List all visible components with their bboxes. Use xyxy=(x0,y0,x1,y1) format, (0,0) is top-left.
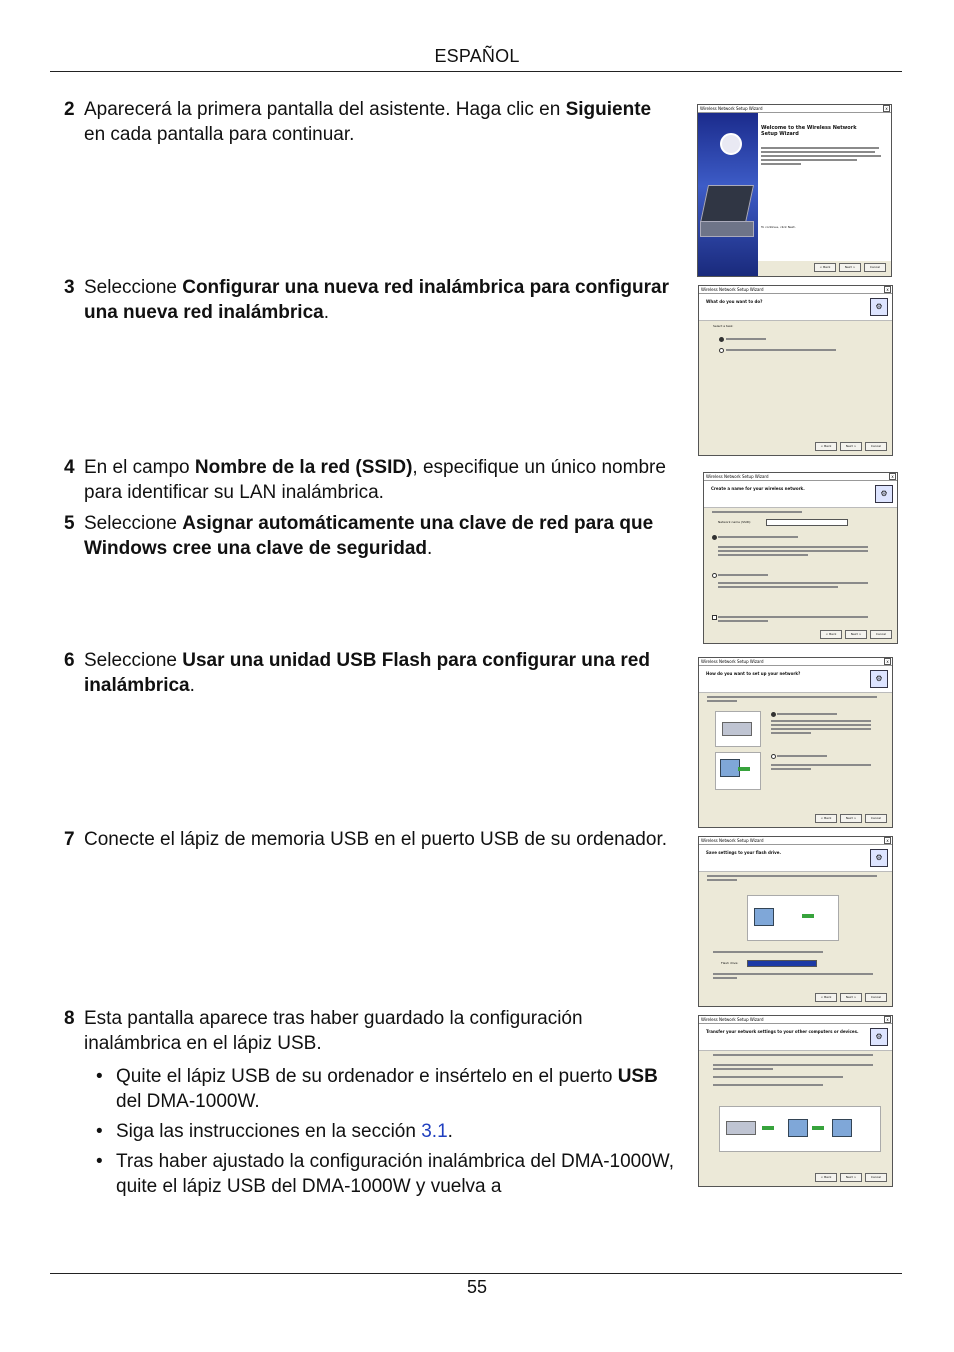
wizard-text-line xyxy=(713,973,873,975)
close-icon[interactable]: x xyxy=(884,837,891,844)
wizard-text-line xyxy=(718,586,838,588)
bullet-text: Tras haber ajustado la configuración inalámbrica del DMA-1000W, quite el lápiz USB del DMA-1000W y vuelva a xyxy=(116,1151,674,1197)
laptop-icon xyxy=(700,185,754,223)
step-text-part: En el campo xyxy=(84,457,195,478)
step-text-part: Esta pantalla aparece tras haber guardado la configuración inalámbrica en el lápiz USB. xyxy=(84,1008,583,1054)
option-label-line xyxy=(718,620,768,622)
wizard-buttons xyxy=(815,442,887,451)
step-text xyxy=(84,1006,674,1199)
step-bold-text: Configurar una nueva red inalámbrica para configurar una nueva red inalámbrica xyxy=(84,277,669,323)
close-icon[interactable]: x xyxy=(883,105,890,112)
wizard-text-line xyxy=(713,951,823,953)
wizard-header xyxy=(699,1024,892,1051)
wizard-text-line xyxy=(771,728,871,730)
wizard-footer-text: To continue, click Next. xyxy=(761,225,796,229)
step-text xyxy=(84,455,674,505)
manual-option-image xyxy=(715,752,761,790)
wizard-window-title: Wireless Network Setup Wizard xyxy=(701,838,764,843)
wizard-buttons xyxy=(815,814,887,823)
option-label-line xyxy=(726,338,766,340)
wizard-text-line xyxy=(713,1084,823,1086)
option-radio-selected[interactable] xyxy=(719,337,724,342)
step-number: 8 xyxy=(64,1008,75,1029)
wizard-titlebar xyxy=(699,286,892,294)
step-bold-text: Usar una unidad USB Flash para configurar una red inalámbrica xyxy=(84,650,650,696)
laptop-keyboard-icon xyxy=(700,221,754,237)
wizard-welcome-screenshot xyxy=(697,104,892,277)
option-label-line xyxy=(777,755,827,757)
wizard-window-title: Wireless Network Setup Wizard xyxy=(701,287,764,292)
wizard-text-line xyxy=(718,582,868,584)
bullet-bold-text: USB xyxy=(617,1066,658,1087)
transfer-diagram xyxy=(719,1106,881,1152)
next-button[interactable]: Next > xyxy=(839,263,861,272)
next-button[interactable]: Next > xyxy=(840,993,862,1002)
header-rule xyxy=(50,71,902,72)
footer-rule xyxy=(50,1273,902,1274)
close-icon[interactable]: x xyxy=(884,658,891,665)
computer-icon xyxy=(788,1119,808,1137)
step-7 xyxy=(64,827,674,852)
wizard-heading: Save settings to your flash drive. xyxy=(706,850,782,855)
back-button[interactable]: < Back xyxy=(815,814,837,823)
step-text xyxy=(84,97,674,147)
computer-icon xyxy=(754,908,774,926)
step-bullet-list xyxy=(84,1064,674,1199)
wizard-text-line xyxy=(761,151,875,153)
wizard-heading: Welcome to the Wireless Network Setup Wizard xyxy=(761,125,857,137)
step-number: 6 xyxy=(64,650,75,671)
wizard-text-line xyxy=(718,550,868,552)
wizard-window-title: Wireless Network Setup Wizard xyxy=(706,474,769,479)
step-number: 5 xyxy=(64,513,75,534)
step-text xyxy=(84,275,674,325)
wizard-titlebar xyxy=(698,105,891,113)
wizard-text-line xyxy=(771,768,811,770)
step-text-part: . xyxy=(189,675,195,696)
network-wizard-icon: ⚙ xyxy=(870,298,888,316)
option-label-line xyxy=(718,616,868,618)
usb-option-image xyxy=(715,711,761,747)
wizard-transfer-screenshot xyxy=(698,1015,893,1187)
step-text-part: en cada pantalla para continuar. xyxy=(84,124,355,145)
close-icon[interactable]: x xyxy=(889,473,896,480)
wizard-save-settings-screenshot xyxy=(698,836,893,1007)
step-text-part: Seleccione xyxy=(84,277,183,298)
wizard-text-line xyxy=(713,1054,873,1056)
wizard-content xyxy=(758,113,891,261)
cancel-button[interactable]: Cancel xyxy=(865,442,887,451)
wizard-text-line xyxy=(712,511,802,513)
wizard-side-banner xyxy=(698,113,758,276)
step-text-part: , especifique un único nombre para identificar su LAN inalámbrica. xyxy=(84,457,666,503)
step-4 xyxy=(64,455,674,505)
list-item xyxy=(84,1149,674,1199)
wizard-buttons xyxy=(815,1173,887,1182)
arrow-icon xyxy=(762,1126,774,1130)
wizard-text-line xyxy=(713,977,737,979)
next-button[interactable]: Next > xyxy=(840,1173,862,1182)
cancel-button[interactable]: Cancel xyxy=(865,993,887,1002)
cancel-button[interactable]: Cancel xyxy=(864,263,886,272)
wizard-titlebar xyxy=(699,658,892,666)
wizard-text-line xyxy=(761,155,881,157)
step-text-part: Seleccione xyxy=(84,650,183,671)
wizard-heading: How do you want to set up your network? xyxy=(706,671,801,676)
wizard-text-line xyxy=(713,1068,773,1070)
step-text-part: Seleccione xyxy=(84,513,183,534)
network-wizard-icon: ⚙ xyxy=(875,485,893,503)
step-bold-text: Nombre de la red (SSID) xyxy=(194,457,413,478)
bullet-text: del DMA-1000W. xyxy=(116,1091,260,1112)
next-button[interactable]: Next > xyxy=(840,442,862,451)
step-number: 7 xyxy=(64,829,75,850)
wizard-titlebar xyxy=(699,1016,892,1024)
wizard-text-line xyxy=(713,1076,843,1078)
flash-drive-image xyxy=(747,895,839,941)
wizard-window-title: Wireless Network Setup Wizard xyxy=(700,106,763,111)
wizard-header xyxy=(699,845,892,872)
next-button[interactable]: Next > xyxy=(845,630,867,639)
step-number: 2 xyxy=(64,99,75,120)
wizard-text-line xyxy=(707,696,877,698)
wizard-text-line xyxy=(771,724,871,726)
option-label-line xyxy=(718,574,768,576)
wizard-text-line xyxy=(761,163,801,165)
step-6 xyxy=(64,648,674,698)
flash-drive-label: Flash drive: xyxy=(721,961,739,965)
step-text-part: . xyxy=(323,302,329,323)
option-label-line xyxy=(777,713,837,715)
arrow-icon xyxy=(812,1126,824,1130)
option-label-line xyxy=(726,349,836,351)
back-button[interactable]: < Back xyxy=(815,993,837,1002)
back-button[interactable]: < Back xyxy=(820,630,842,639)
wizard-header xyxy=(699,666,892,693)
option-radio[interactable] xyxy=(719,348,724,353)
wizard-heading: Create a name for your wireless network. xyxy=(711,486,805,491)
wizard-text-line xyxy=(718,554,808,556)
list-item xyxy=(84,1064,674,1114)
back-button[interactable]: < Back xyxy=(814,263,836,272)
wizard-text-line xyxy=(707,879,737,881)
wizard-text-line xyxy=(761,159,857,161)
computer-icon xyxy=(832,1119,852,1137)
arrow-icon xyxy=(738,767,750,771)
wireless-antenna-icon xyxy=(720,133,742,155)
wizard-text-line xyxy=(707,875,877,877)
step-text-part: Aparecerá la primera pantalla del asistente. Haga clic en xyxy=(84,99,566,120)
cancel-button[interactable]: Cancel xyxy=(865,814,887,823)
step-text xyxy=(84,648,674,698)
wizard-window-title: Wireless Network Setup Wizard xyxy=(701,1017,764,1022)
wizard-text-line xyxy=(707,700,737,702)
bullet-text: Quite el lápiz USB de su ordenador e insértelo en el puerto xyxy=(116,1066,618,1087)
close-icon[interactable]: x xyxy=(884,1016,891,1023)
wizard-buttons xyxy=(815,993,887,1002)
flash-drive-select[interactable] xyxy=(747,960,817,967)
back-button[interactable]: < Back xyxy=(815,1173,837,1182)
step-text: Conecte el lápiz de memoria USB en el puerto USB de su ordenador. xyxy=(84,829,667,850)
step-5 xyxy=(64,511,674,561)
page-header-title: ESPAÑOL xyxy=(434,46,520,66)
usb-drive-icon xyxy=(726,1121,756,1135)
network-wizard-icon: ⚙ xyxy=(870,670,888,688)
page-number: 55 xyxy=(466,1277,488,1297)
manual-radio[interactable] xyxy=(771,754,776,759)
section-link[interactable]: 3.1 xyxy=(421,1121,448,1142)
step-8 xyxy=(64,1006,674,1204)
wizard-text-line xyxy=(771,732,811,734)
usb-drive-icon xyxy=(722,722,752,736)
list-item xyxy=(84,1119,674,1144)
wizard-titlebar xyxy=(699,837,892,845)
step-2 xyxy=(64,97,674,147)
network-wizard-icon: ⚙ xyxy=(870,849,888,867)
step-bold-text: Asignar automáticamente una clave de red para que Windows cree una clave de seguridad xyxy=(84,513,654,559)
cancel-button[interactable]: Cancel xyxy=(865,1173,887,1182)
wizard-text-line xyxy=(761,147,879,149)
wizard-buttons xyxy=(814,263,886,272)
next-button[interactable]: Next > xyxy=(840,814,862,823)
wizard-text-line xyxy=(713,1064,873,1066)
bullet-text: . xyxy=(447,1121,453,1142)
step-number: 3 xyxy=(64,277,75,298)
wizard-titlebar xyxy=(704,473,897,481)
step-number: 4 xyxy=(64,457,75,478)
wpa-checkbox[interactable] xyxy=(712,615,717,620)
wizard-name-network-screenshot xyxy=(703,472,898,644)
bullet-dot: • xyxy=(96,1066,103,1087)
wizard-setup-method-screenshot xyxy=(698,657,893,828)
wizard-heading: Transfer your network settings to your other computers or devices. xyxy=(706,1029,859,1034)
wizard-buttons xyxy=(820,630,892,639)
wizard-text-line xyxy=(771,720,871,722)
ssid-label: Network name (SSID): xyxy=(718,520,752,524)
usb-radio-selected[interactable] xyxy=(771,712,776,717)
option-label-line xyxy=(718,536,798,538)
ssid-input[interactable] xyxy=(766,519,848,526)
arrow-icon xyxy=(802,914,814,918)
computer-icon xyxy=(720,759,740,777)
wizard-text-line xyxy=(718,546,868,548)
step-text-part: . xyxy=(427,538,433,559)
step-bold-text: Siguiente xyxy=(565,99,652,120)
wizard-field-label: Select a task: xyxy=(713,324,734,328)
manual-key-radio[interactable] xyxy=(712,573,717,578)
wizard-heading: What do you want to do? xyxy=(706,299,763,304)
cancel-button[interactable]: Cancel xyxy=(870,630,892,639)
network-wizard-icon: ⚙ xyxy=(870,1028,888,1046)
wizard-header xyxy=(699,294,892,321)
wizard-window-title: Wireless Network Setup Wizard xyxy=(701,659,764,664)
bullet-text: Siga las instrucciones en la sección xyxy=(116,1121,422,1142)
step-text xyxy=(84,511,674,561)
step-3 xyxy=(64,275,674,325)
back-button[interactable]: < Back xyxy=(815,442,837,451)
wizard-header xyxy=(704,481,897,508)
bullet-dot: • xyxy=(96,1151,103,1172)
bullet-dot: • xyxy=(96,1121,103,1142)
wizard-choose-task-screenshot xyxy=(698,285,893,456)
auto-key-radio-selected[interactable] xyxy=(712,535,717,540)
close-icon[interactable]: x xyxy=(884,286,891,293)
wizard-text-line xyxy=(771,764,871,766)
